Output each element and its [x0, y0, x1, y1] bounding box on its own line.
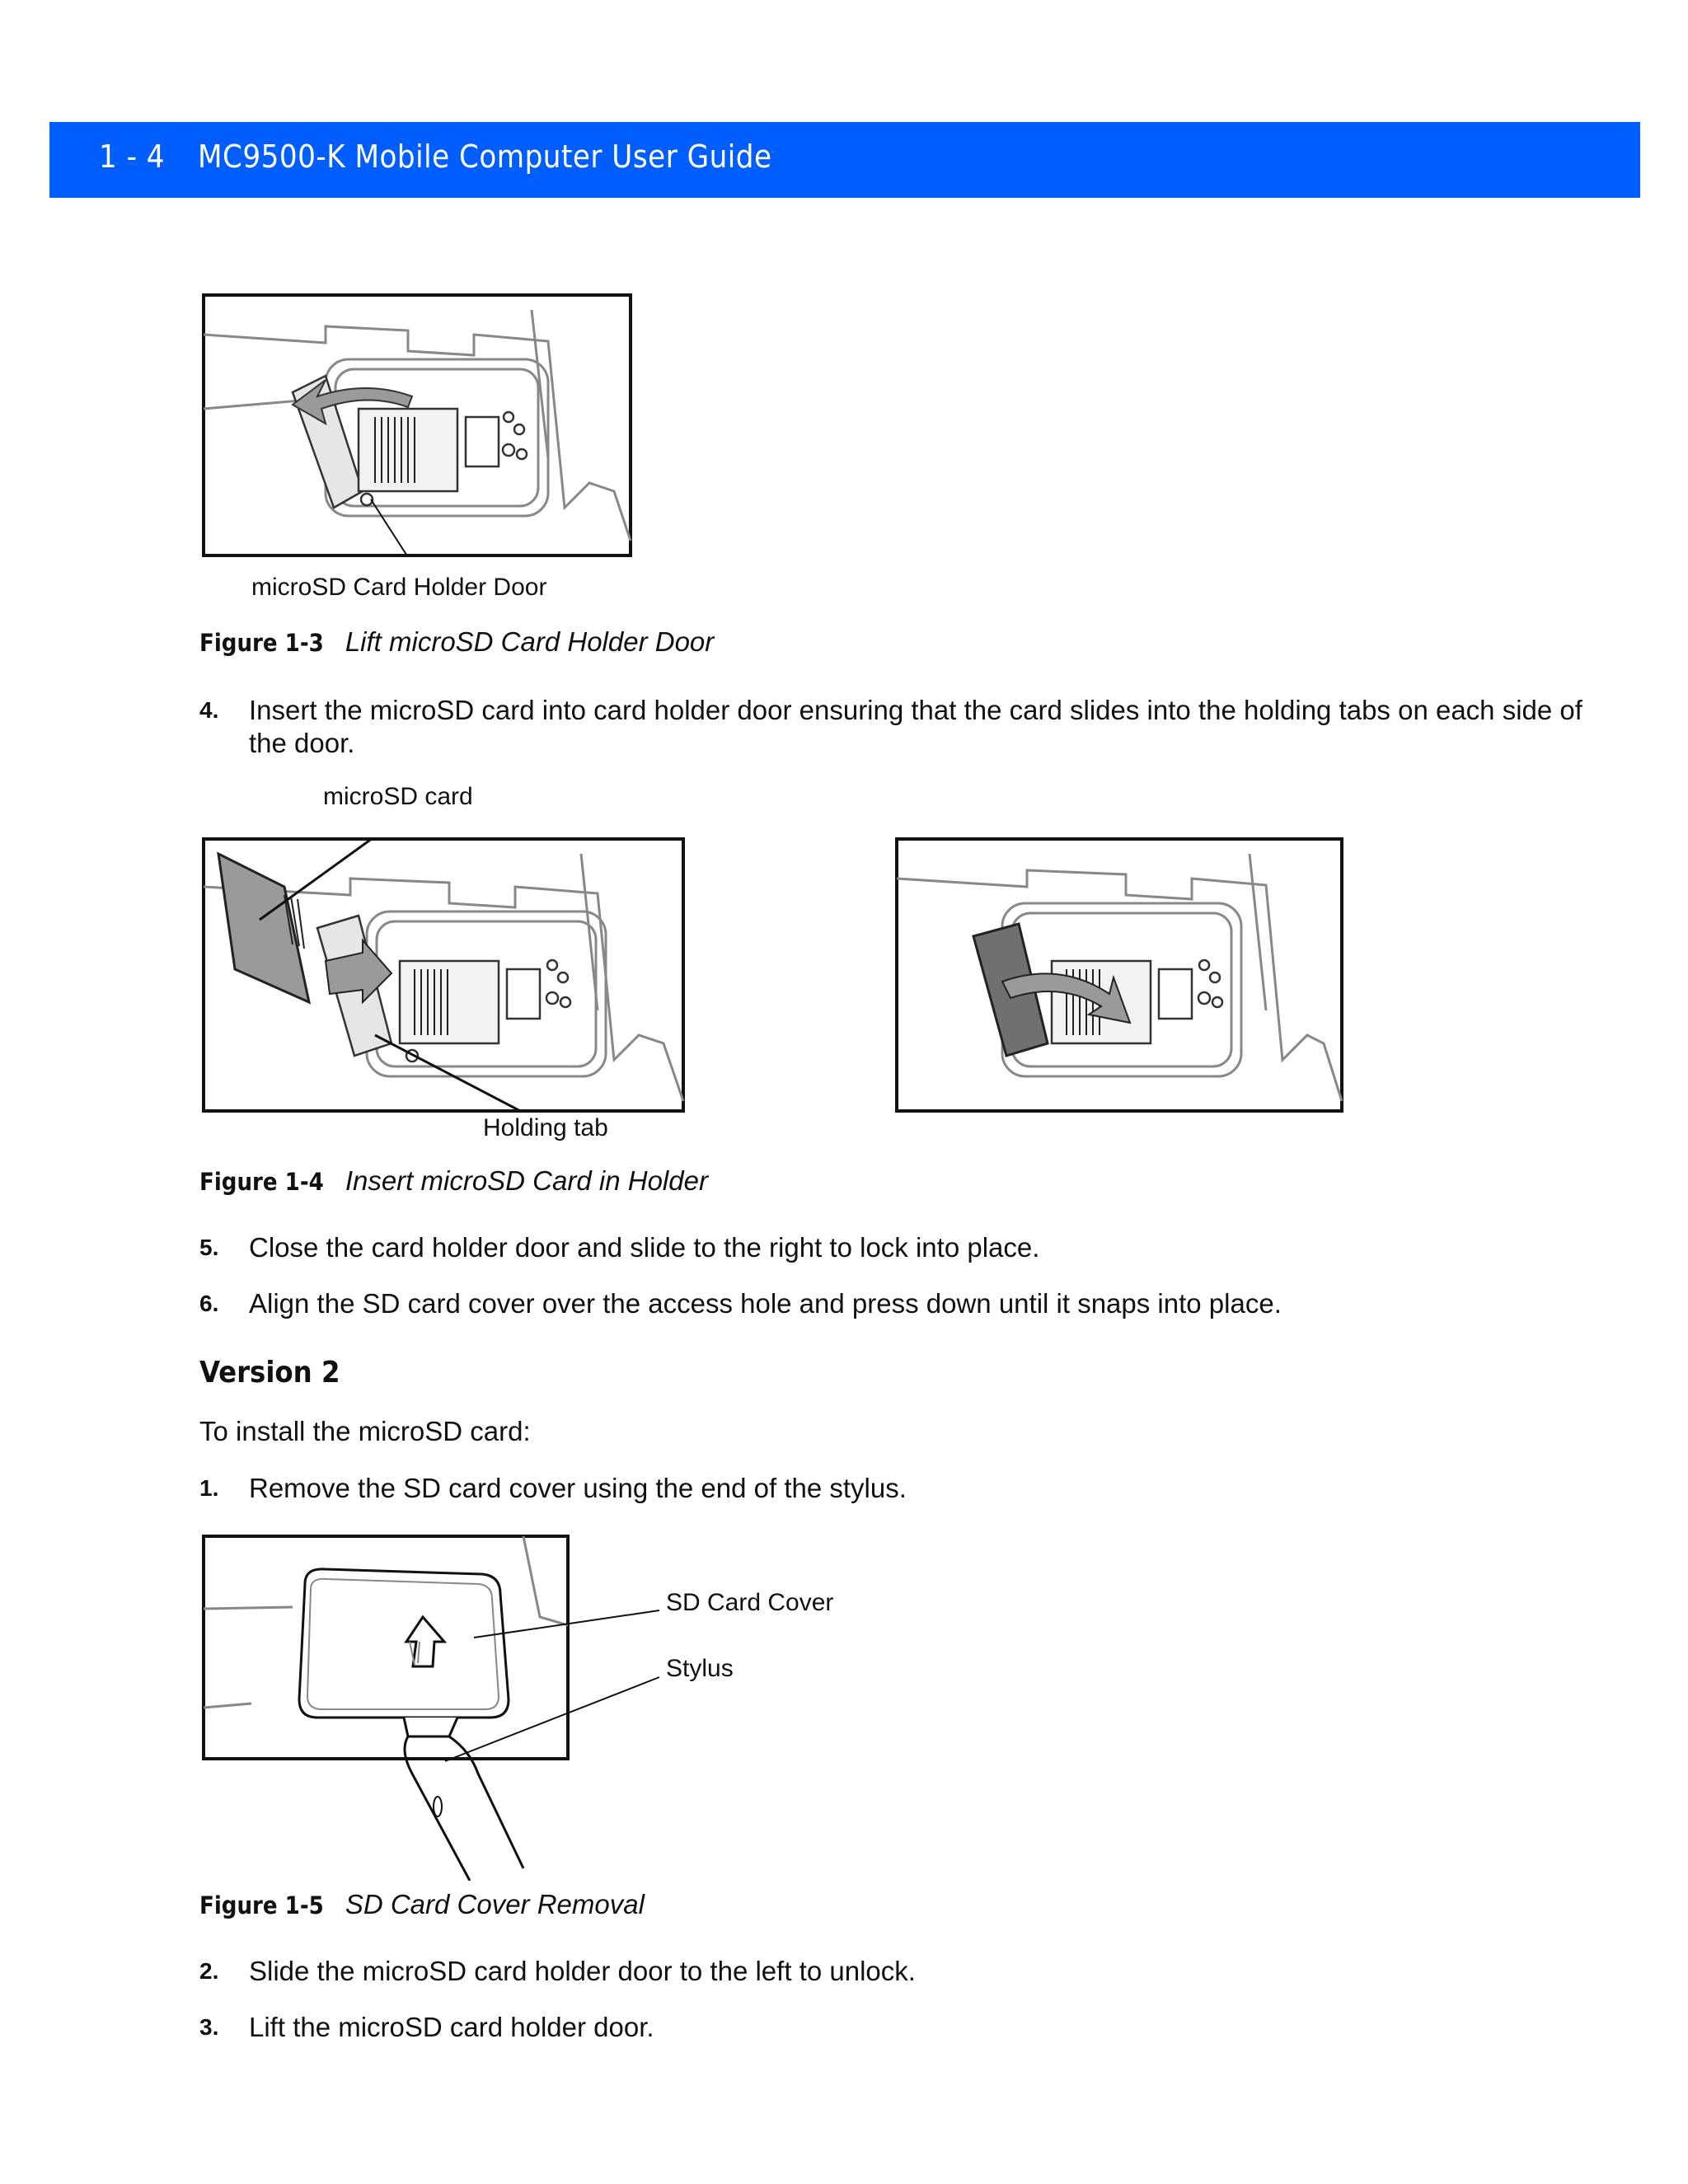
step-number: 3. [199, 2014, 219, 2040]
stylus-callout: Stylus [666, 1655, 734, 1682]
microsd-card-callout: microSD card [323, 783, 473, 810]
figure-1-4-title: Insert microSD Card in Holder [345, 1165, 708, 1196]
step-number: 5. [199, 1235, 219, 1260]
section-heading-version-2: Version 2 [199, 1356, 340, 1390]
step-6 [199, 1287, 1592, 1320]
version-2-step-1 [199, 1472, 1592, 1505]
figure-1-5-title: SD Card Cover Removal [345, 1889, 645, 1919]
step-text: Insert the microSD card into card holder door ensuring that the card slides into the holding tabs on each side of the door. [249, 695, 1582, 758]
guide-title: MC9500-K Mobile Computer User Guide [198, 138, 772, 175]
version-2-step-2 [199, 1955, 1592, 1988]
step-number: 2. [199, 1958, 219, 1984]
figure-1-5-caption [199, 1889, 645, 1920]
figure-1-4-label: Figure 1-4 [199, 1168, 324, 1196]
page-header-bar [49, 122, 1640, 198]
step-4 [199, 694, 1592, 760]
version-2-step-3 [199, 2011, 1592, 2044]
figure-1-3-title: Lift microSD Card Holder Door [345, 626, 715, 657]
figure-1-5-label: Figure 1-5 [199, 1891, 324, 1919]
step-text: Slide the microSD card holder door to the left to unlock. [249, 1956, 916, 1986]
step-text: Remove the SD card cover using the end of the stylus. [249, 1473, 907, 1503]
step-number: 4. [199, 697, 219, 723]
step-text: Align the SD card cover over the access hole and press down until it snaps into place. [249, 1288, 1282, 1319]
step-number: 1. [199, 1475, 219, 1501]
holding-tab-callout: Holding tab [483, 1114, 608, 1141]
section-intro: To install the microSD card: [199, 1416, 531, 1446]
figure-1-3-illustration [202, 293, 632, 557]
page-number: 1 - 4 [99, 138, 166, 175]
figure-1-5-illustration [202, 1535, 853, 1881]
figure-1-3-label: Figure 1-3 [199, 629, 324, 657]
figure-1-4-illustration-left [202, 837, 685, 1113]
microsd-holder-door-callout: microSD Card Holder Door [251, 574, 547, 601]
step-text: Close the card holder door and slide to the right to lock into place. [249, 1232, 1040, 1263]
figure-1-3-caption [199, 626, 714, 658]
step-text: Lift the microSD card holder door. [249, 2012, 654, 2042]
step-number: 6. [199, 1291, 219, 1316]
figure-1-4-caption [199, 1165, 708, 1197]
step-5 [199, 1231, 1592, 1264]
figure-1-4-illustration-right [895, 837, 1343, 1113]
sd-card-cover-callout: SD Card Cover [666, 1589, 834, 1616]
